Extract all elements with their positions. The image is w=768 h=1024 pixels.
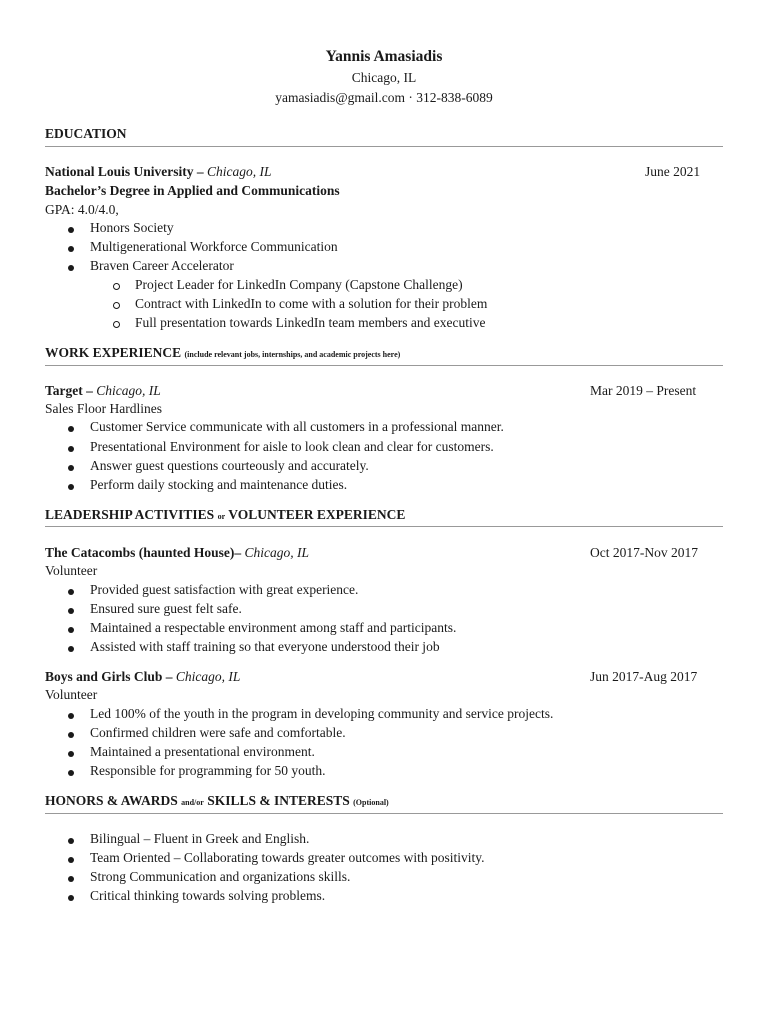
sub-list-item: Full presentation towards LinkedIn team members and executive <box>135 315 486 330</box>
work-title-note: (include relevant jobs, internships, and academic projects here) <box>184 350 401 359</box>
bullet-icon <box>68 857 74 863</box>
employer-name: Target <box>45 383 83 398</box>
section-title-honors <box>45 793 389 809</box>
honors-title-b: SKILLS & INTERESTS <box>207 793 350 808</box>
org-date: Jun 2017-Aug 2017 <box>590 669 698 684</box>
list-item: Honors Society <box>90 220 174 235</box>
org-role: Volunteer <box>45 563 98 578</box>
org-date: Oct 2017-Nov 2017 <box>590 545 698 560</box>
bullet-icon <box>68 227 74 233</box>
employer-separator: – <box>82 383 97 398</box>
org-location: Chicago, IL <box>244 545 310 560</box>
list-item: Strong Communication and organizations skills. <box>90 869 351 884</box>
work-title: WORK EXPERIENCE <box>45 345 182 360</box>
school-location: Chicago, IL <box>207 164 272 179</box>
school-name: National Louis University <box>45 164 194 179</box>
leadership-title-a: LEADERSHIP ACTIVITIES <box>45 507 215 522</box>
org-role: Volunteer <box>45 687 98 702</box>
gpa: GPA: 4.0/4.0, <box>45 202 119 217</box>
section-divider <box>45 146 723 147</box>
list-item: Answer guest questions courteously and accurately. <box>90 458 369 473</box>
org-separator: – <box>234 545 245 560</box>
work-date: Mar 2019 – Present <box>590 383 697 398</box>
honors-title-note: (Optional) <box>353 798 389 807</box>
degree-title: Bachelor’s Degree in Applied and Communications <box>45 183 340 198</box>
section-title-education: EDUCATION <box>45 126 127 141</box>
list-item: Confirmed children were safe and comfortable. <box>90 725 346 740</box>
org-separator: – <box>162 669 176 684</box>
applicant-location: Chicago, IL <box>351 70 417 85</box>
leadership-title-or: or <box>217 512 226 521</box>
bullet-icon <box>68 895 74 901</box>
list-item: Team Oriented – Collaborating towards greater outcomes with positivity. <box>90 850 485 865</box>
section-divider <box>45 526 723 527</box>
org-line <box>45 669 240 685</box>
bullet-icon <box>68 465 74 471</box>
school-separator: – <box>193 164 208 179</box>
list-item: Bilingual – Fluent in Greek and English. <box>90 831 310 846</box>
bullet-icon <box>68 751 74 757</box>
bullet-icon <box>68 426 74 432</box>
sub-bullet-icon <box>113 321 120 328</box>
org-location: Chicago, IL <box>175 669 241 684</box>
education-date: June 2021 <box>645 164 701 179</box>
org-name: The Catacombs (haunted House) <box>45 545 235 560</box>
list-item: Perform daily stocking and maintenance duties. <box>90 477 348 492</box>
employer-location: Chicago, IL <box>96 383 161 398</box>
education-school-line <box>45 164 272 180</box>
org-line <box>45 545 309 561</box>
list-item: Responsible for programming for 50 youth. <box>90 763 326 778</box>
bullet-icon <box>68 246 74 252</box>
list-item: Provided guest satisfaction with great experience. <box>90 582 359 597</box>
list-item: Braven Career Accelerator <box>90 258 234 273</box>
list-item: Critical thinking towards solving problems. <box>90 888 326 903</box>
employer-line <box>45 383 161 399</box>
bullet-icon <box>68 838 74 844</box>
bullet-icon <box>68 770 74 776</box>
bullet-icon <box>68 589 74 595</box>
applicant-contact: yamasiadis@gmail.com · 312-838-6089 <box>275 90 493 105</box>
section-title-work <box>45 345 400 361</box>
bullet-icon <box>68 484 74 490</box>
section-title-leadership <box>45 507 405 523</box>
bullet-icon <box>68 876 74 882</box>
list-item: Presentational Environment for aisle to look clean and clear for customers. <box>90 439 494 454</box>
list-item: Assisted with staff training so that everyone understood their job <box>90 639 440 654</box>
bullet-icon <box>68 646 74 652</box>
sub-list-item: Contract with LinkedIn to come with a solution for their problem <box>135 296 488 311</box>
bullet-icon <box>68 713 74 719</box>
honors-title-a: HONORS & AWARDS <box>45 793 178 808</box>
list-item: Led 100% of the youth in the program in developing community and service projects. <box>90 706 554 721</box>
sub-bullet-icon <box>113 283 120 290</box>
bullet-icon <box>68 627 74 633</box>
job-role: Sales Floor Hardlines <box>45 401 162 416</box>
bullet-icon <box>68 608 74 614</box>
bullet-icon <box>68 265 74 271</box>
section-divider <box>45 365 723 366</box>
sub-list-item: Project Leader for LinkedIn Company (Capstone Challenge) <box>135 277 463 292</box>
list-item: Maintained a presentational environment. <box>90 744 315 759</box>
list-item: Multigenerational Workforce Communication <box>90 239 338 254</box>
section-divider <box>45 813 723 814</box>
org-name: Boys and Girls Club <box>45 669 163 684</box>
sub-bullet-icon <box>113 302 120 309</box>
bullet-icon <box>68 732 74 738</box>
bullet-icon <box>68 446 74 452</box>
list-item: Maintained a respectable environment among staff and participants. <box>90 620 457 635</box>
list-item: Ensured sure guest felt safe. <box>90 601 242 616</box>
applicant-name: Yannis Amasiadis <box>325 48 443 65</box>
list-item: Customer Service communicate with all customers in a professional manner. <box>90 419 504 434</box>
leadership-title-b: VOLUNTEER EXPERIENCE <box>228 507 406 522</box>
honors-title-andor: and/or <box>181 798 204 807</box>
